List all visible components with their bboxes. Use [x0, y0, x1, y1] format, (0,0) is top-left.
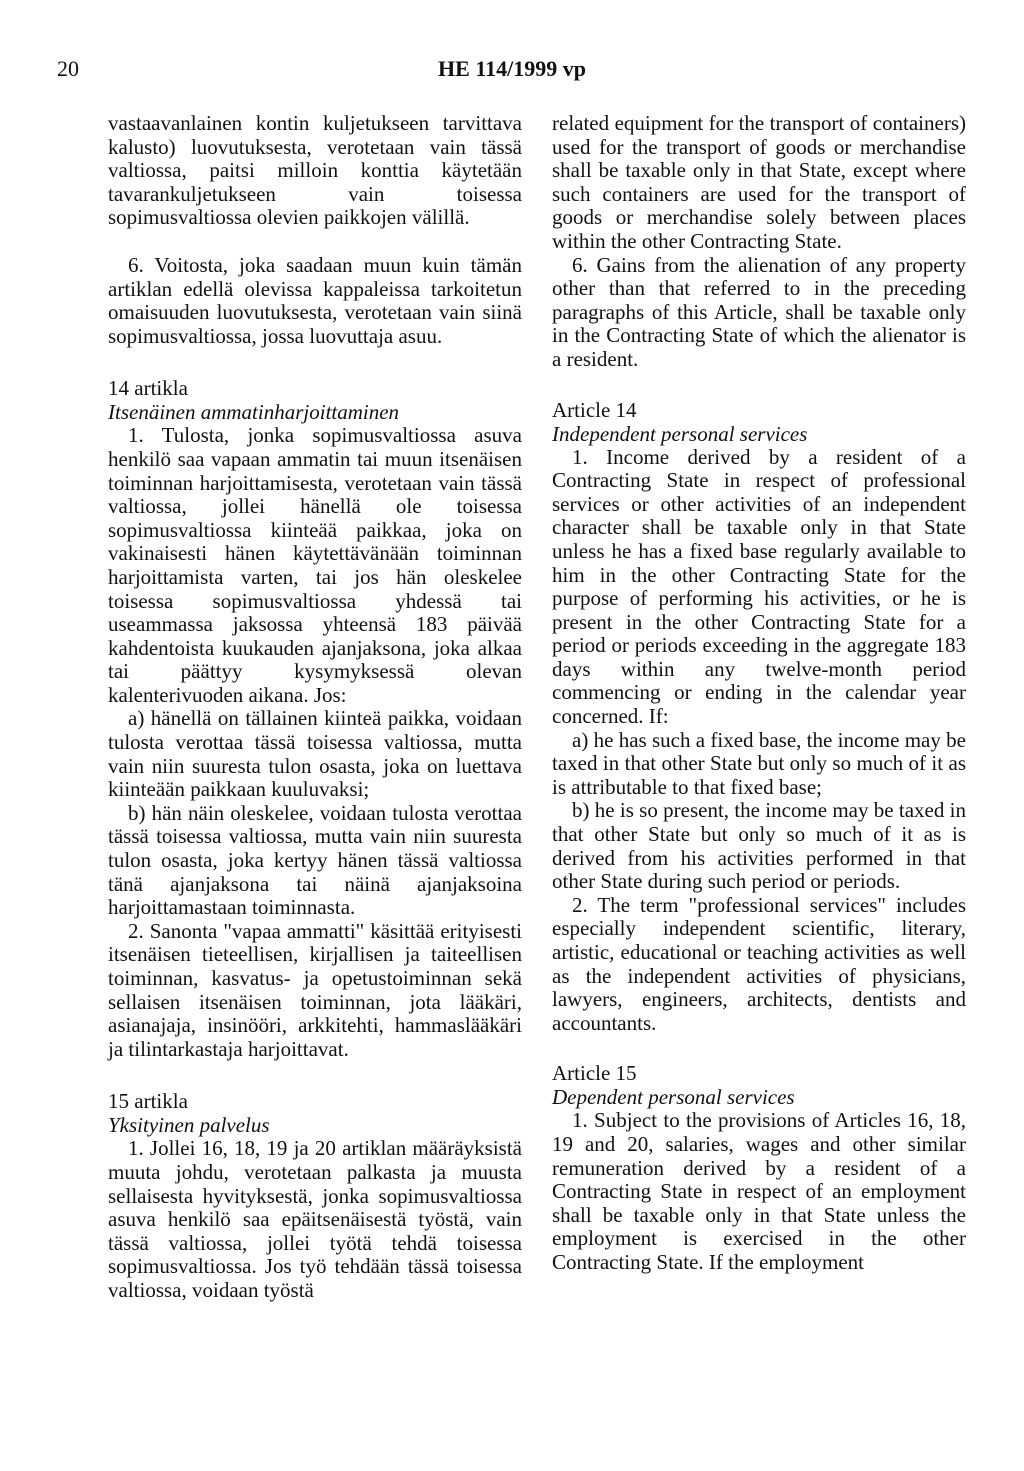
article-15-title: Article 15 — [552, 1061, 637, 1086]
article-14-subtitle: Independent personal services — [552, 421, 808, 446]
english-column — [552, 112, 966, 1275]
paragraph-continuation: related equipment for the transport of containers) used for the transport of goods or merchandise shall be taxable only in that State, except where such containers are used for the transport of goods or merchandise solely between places within the other Contracting State. — [552, 111, 966, 253]
paragraph-continuation: vastaavanlainen kontin kuljetukseen tarvittava kalusto) luovutuksesta, verotetaan vain tässä valtiossa, paitsi milloin konttia käytetään tavarankuljetukseen vain toisessa sopimusvaltiossa olevien paikkojen välillä. — [108, 111, 522, 230]
article-14-title: Article 14 — [552, 397, 637, 422]
finnish-column — [108, 112, 522, 1303]
article-15-paragraph-1: 1. Jollei 16, 18, 19 ja 20 artiklan määräyksistä muuta johdu, verotetaan palkasta ja muusta sellaisesta hyvityksestä, jonka sopimusvaltiossa asuva henkilö saa epäitsenäisestä työstä, vain tässä valtiossa, jollei työtä tehdä toisessa sopimusvaltiossa. Jos työ tehdään tässä toisessa valtiossa, voidaan työstä — [108, 1136, 522, 1302]
article-14-paragraph-1: 1. Tulosta, jonka sopimusvaltiossa asuva henkilö saa vapaan ammatin tai muun itsenäisen toiminnan harjoittamisesta, verotetaan vain tässä valtiossa, jollei hänellä ole toisessa sopimusvaltiossa kiinteää paikkaa, joka on vakinaisesti hänen käytettävänään toiminnan harjoittamista varten, tai jos hän oleskelee toisessa sopimusvaltiossa yhdessä tai useammassa jaksossa yhteensä 183 päivää kahdentoista kuukauden ajanjaksona, joka alkaa tai päättyy kysymyksessä olevan kalenterivuoden aikana. Jos: — [108, 423, 522, 707]
article-14-paragraph-1: 1. Income derived by a resident of a Contracting State in respect of professional services or other activities of an independent character shall be taxable only in that State unless he has a fixed base regularly available to him in the other Contracting State for the purpose of performing his activities, or he is present in the other Contracting State for a period or periods exceeding in the aggregate 183 days within any twelve-month period commencing or ending in the calendar year concerned. If: — [552, 444, 966, 729]
article-14-paragraph-1b: b) he is so present, the income may be taxed in that other State but only so much of it as is derived from his activities performed in that other State during such period or periods. — [552, 798, 966, 894]
article-14-subtitle: Itsenäinen ammatinharjoittaminen — [108, 400, 400, 425]
article-15-paragraph-1: 1. Subject to the provisions of Articles 16, 18, 19 and 20, salaries, wages and other similar remuneration derived by a resident of a Contracting State in respect of an employment shall be taxable only in that State unless the employment is exercised in the other Contracting State. If the employment — [552, 1108, 966, 1274]
article-15-subtitle: Yksityinen palvelus — [108, 1113, 270, 1138]
document-reference: HE 114/1999 vp — [438, 56, 586, 81]
paragraph-6: 6. Voitosta, joka saadaan muun kuin tämän artiklan edellä olevissa kappaleissa tarkoitetun omaisuuden luovutuksesta, verotetaan vain siinä sopimusvaltiossa, jossa luovuttaja asuu. — [108, 252, 522, 348]
article-15-title: 15 artikla — [108, 1089, 188, 1114]
page-number: 20 — [57, 56, 79, 81]
paragraph-6: 6. Gains from the alienation of any property other than that referred to in the preceding paragraphs of this Article, shall be taxable only in the Contracting State of which the alienator is a resident. — [552, 252, 966, 371]
article-14-paragraph-1a: a) hänellä on tällainen kiinteä paikka, voidaan tulosta verottaa tässä toisessa valtiossa, mutta vain niin suuresta tulon osasta, joka on luettava kiinteään paikkaan kuuluvaksi; — [108, 706, 522, 802]
article-15-subtitle: Dependent personal services — [552, 1085, 795, 1110]
article-14-paragraph-1b: b) hän näin oleskelee, voidaan tulosta verottaa tässä toisessa valtiossa, mutta vain niin suuresta tulon osasta, joka kertyy hänen tässä valtiossa tänä ajanjaksona tai näinä ajanjaksoina harjoittamastaan toiminnasta. — [108, 800, 522, 920]
article-14-paragraph-2: 2. The term "professional services" includes especially independent scientific, literary, artistic, educational or teaching activities as well as the independent activities of physicians, lawyers, engineers, architects, dentists and accountants. — [552, 892, 966, 1035]
article-14-paragraph-2: 2. Sanonta "vapaa ammatti" käsittää erityisesti itsenäisen tieteellisen, kirjallisen ja taiteellisen toiminnan, kasvatus- ja opetustoiminnan sekä sellaisen itsenäisen toiminnan, jota lääkäri, asianajaja, insinööri, arkkitehti, hammaslääkäri ja tilintarkastaja harjoittavat. — [108, 918, 522, 1061]
article-14-title: 14 artikla — [108, 376, 188, 401]
article-14-paragraph-1a: a) he has such a fixed base, the income may be taxed in that other State but only so much of it as is attributable to that fixed base; — [552, 727, 966, 799]
